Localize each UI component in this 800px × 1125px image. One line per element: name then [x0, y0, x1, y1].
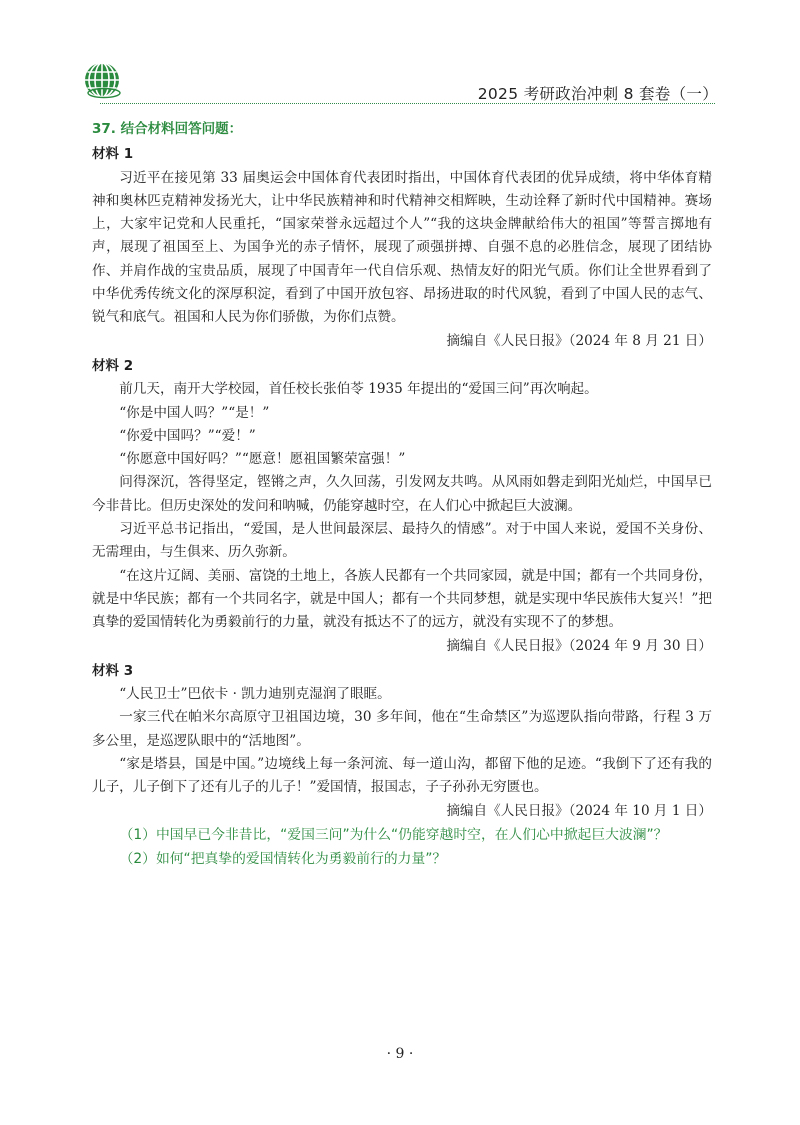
- material-source: 摘编自《人民日报》（2024 年 10 月 1 日）: [446, 802, 712, 819]
- material-paragraph: 前几天，南开大学校园，首任校长张伯苓 1935 年提出的“爱国三问”再次响起。: [119, 381, 598, 398]
- material-label: 材料 3: [92, 662, 134, 679]
- material-paragraph: 习近平总书记指出，“爱国，是人世间最深层、最持久的情感”。对于中国人来说，爱国不关身份、无需理由，与生俱来、历久弥新。: [92, 521, 712, 561]
- sub-question: （2）如何“把真挚的爱国情转化为勇毅前行的力量”？: [119, 850, 447, 867]
- globe-icon: [82, 60, 122, 100]
- page-header: [0, 0, 800, 110]
- material-paragraph: 问得深沉，答得坚定，铿锵之声，久久回荡，引发网友共鸣。从风雨如磐走到阳光灿烂，中国早已今非昔比。但历史深处的发问和呐喊，仍能穿越时空，在人们心中掀起巨大波澜。: [92, 474, 712, 514]
- material-paragraph: “人民卫士”巴依卡 · 凯力迪别克湿润了眼眶。: [119, 686, 391, 703]
- material-paragraph: “你愿意中国好吗？”“愿意！愿祖国繁荣富强！”: [119, 451, 406, 468]
- header-title: 2025 考研政治冲刺 8 套卷（一）: [477, 85, 718, 103]
- page-number: · 9 ·: [386, 1046, 414, 1062]
- sub-question: （1）中国早已今非昔比，“爱国三问”为什么“仍能穿越时空，在人们心中掀起巨大波澜”？: [119, 826, 668, 843]
- material-label: 材料 1: [92, 146, 134, 163]
- material-paragraph: “你是中国人吗？”“是！”: [119, 404, 270, 421]
- material-paragraph: 一家三代在帕米尔高原守卫祖国边境，30 多年间，他在“生命禁区”为巡逻队指向带路，行程 3 万多公里，是巡逻队眼中的“活地图”。: [92, 709, 712, 749]
- question-content: [92, 118, 712, 871]
- material-paragraph: “你爱中国吗？”“爱！”: [119, 427, 256, 444]
- question-title: 37. 结合材料回答问题：: [92, 121, 243, 137]
- material-source: 摘编自《人民日报》（2024 年 8 月 21 日）: [446, 332, 712, 349]
- material-paragraph: 习近平在接见第 33 届奥运会中国体育代表团时指出，中国体育代表团的优异成绩，将中华体育精神和奥林匹克精神发扬光大，让中华民族精神和时代精神交相辉映，生动诠释了新时代中国精神。赛场上，大家牢记党和人民重托，“国家荣誉永远超过个人”“我的这块金牌献给伟大的祖国”等誓言掷地有声，展现了祖国至上、为国争光的赤子情怀，展现了顽强拼搏、自强不息的必胜信念，展现了团结协作、并肩作战的宝贵品质，展现了中国青年一代自信乐观、热情友好的阳光气质。你们让全世界看到了中华优秀传统文化的深厚积淀，看到了中国开放包容、昂扬进取的时代风貌，看到了中国人民的志气、锐气和底气。祖国和人民为你们骄傲，为你们点赞。: [92, 169, 712, 326]
- material-paragraph: “家是塔县，国是中国。”边境线上每一条河流、每一道山沟，都留下他的足迹。“我倒下了还有我的儿子，儿子倒下了还有儿子的儿子！”爱国情，报国志，子子孙孙无穷匮也。: [92, 756, 712, 796]
- header-divider: [100, 103, 715, 104]
- material-paragraph: “在这片辽阔、美丽、富饶的土地上，各族人民都有一个共同家园，就是中国；都有一个共同身份，就是中华民族；都有一个共同名字，就是中国人；都有一个共同梦想，就是实现中华民族伟大复兴！”把真挚的爱国情转化为勇毅前行的力量，就没有抵达不了的远方，就没有实现不了的梦想。: [92, 567, 712, 631]
- material-source: 摘编自《人民日报》（2024 年 9 月 30 日）: [446, 637, 712, 654]
- material-label: 材料 2: [92, 357, 134, 374]
